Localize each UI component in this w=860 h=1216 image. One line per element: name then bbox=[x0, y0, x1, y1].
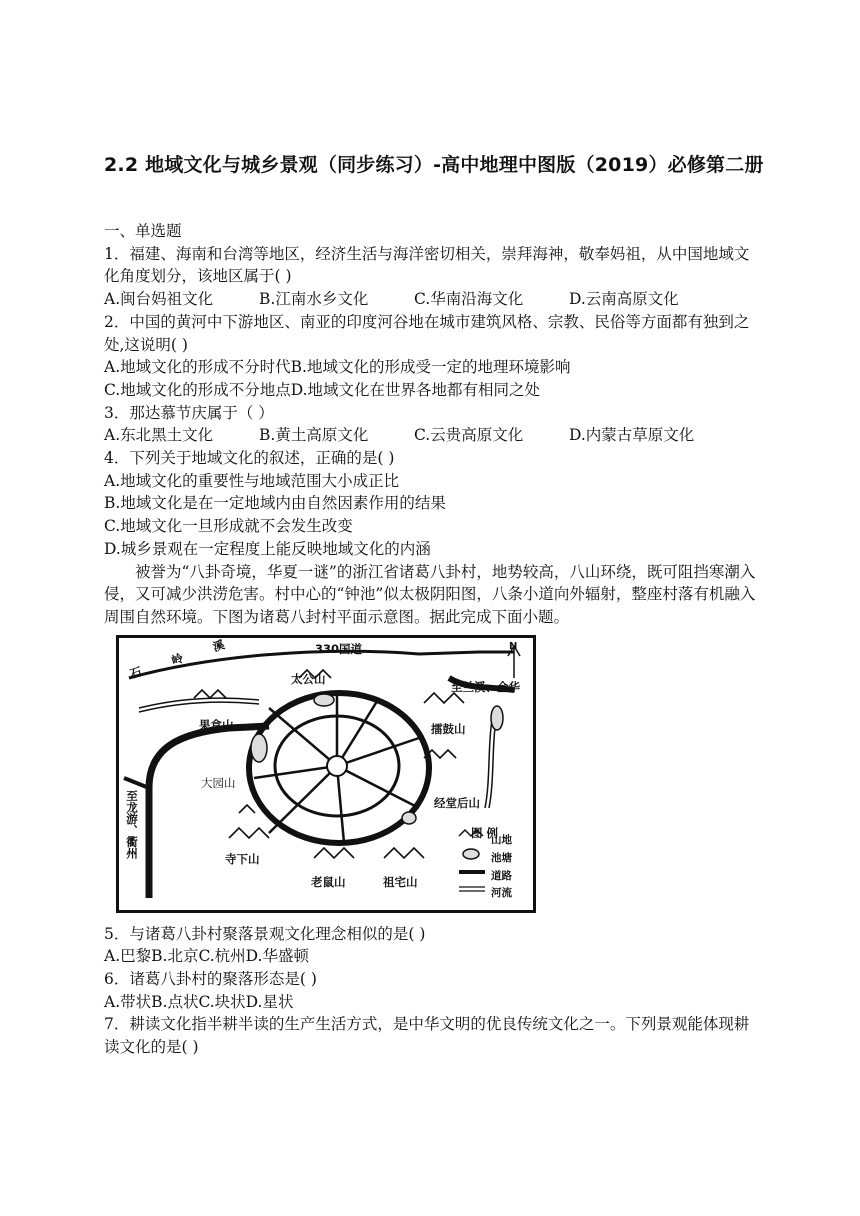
option: A.东北黑土文化 bbox=[104, 426, 214, 445]
mountain-label: 经堂后山 bbox=[434, 795, 480, 810]
mountain-label: 果盒山 bbox=[199, 717, 234, 732]
legend-item: 道路 bbox=[491, 869, 512, 882]
option-row bbox=[104, 424, 759, 447]
legend-item: 河流 bbox=[491, 886, 512, 899]
option: A.巴黎B.北京C.杭州D.华盛顿 bbox=[104, 947, 309, 966]
creek-label: 石 岭 溪 bbox=[128, 632, 240, 681]
pond bbox=[251, 734, 267, 762]
option: D.城乡景观在一定程度上能反映地域文化的内涵 bbox=[104, 539, 431, 558]
mountain-label: 太公山 bbox=[291, 671, 326, 686]
mountain-label: 老鼠山 bbox=[311, 874, 346, 889]
question-stem: 1．福建、海南和台湾等地区，经济生活与海洋密切相关，崇拜海神，敬奉妈祖，从中国地域文化角度划分，该地区属于( ) bbox=[104, 244, 750, 286]
direction-label-west: 至龙游、衢州 bbox=[125, 789, 139, 859]
option: A.地域文化的重要性与地域范围大小成正比 bbox=[104, 471, 400, 490]
option: A.带状B.点状C.块状D.星状 bbox=[104, 992, 294, 1011]
option: C.华南沿海文化 bbox=[414, 290, 524, 309]
pond bbox=[402, 812, 416, 824]
pond bbox=[314, 694, 334, 706]
question-stem: 4．下列关于地域文化的叙述，正确的是( ) bbox=[104, 449, 395, 468]
village-map bbox=[116, 632, 536, 913]
option: B.江南水乡文化 bbox=[259, 290, 369, 309]
option: C.地域文化一旦形成就不会发生改变 bbox=[104, 517, 353, 536]
road-west bbox=[124, 778, 149, 788]
legend-item: 池塘 bbox=[491, 851, 512, 864]
mountain-label: 寺下山 bbox=[225, 851, 260, 866]
question-stem: 2．中国的黄河中下游地区、南亚的印度河谷地在城市建筑风格、宗教、民俗等方面都有独到之处,这说明( ) bbox=[104, 312, 750, 354]
option-row bbox=[104, 288, 759, 311]
north-label: N bbox=[509, 640, 518, 652]
zhongchi-pond bbox=[327, 756, 347, 776]
legend-title: 图 例 bbox=[471, 825, 499, 840]
option: C.云贵高原文化 bbox=[414, 426, 524, 445]
option: D.内蒙古草原文化 bbox=[569, 426, 695, 445]
mountain-label: 擂鼓山 bbox=[431, 721, 466, 736]
question-stem: 7．耕读文化指半耕半读的生产生活方式，是中华文明的优良传统文化之一。下列景观能体现耕读文化的是( ) bbox=[104, 1015, 750, 1057]
mountain-label: 祖宅山 bbox=[383, 874, 418, 889]
pond bbox=[491, 706, 503, 730]
reading-passage: 被誉为“八卦奇境，华夏一谜”的浙江省诸葛八卦村，地势较高，八山环绕，既可阻挡寒潮入侵，又可减少洪涝危害。村中心的“钟池”似太极阴阳图，八条小道向外辐射，整座村落有机融入周围自然环境。下图为诸葛八封村平面示意图。据此完成下面小题。 bbox=[104, 562, 756, 626]
option: D.云南高原文化 bbox=[569, 290, 679, 309]
section-heading: 一、单选题 bbox=[104, 222, 182, 240]
option: A.地域文化的形成不分时代B.地域文化的形成受一定的地理环境影响 bbox=[104, 358, 571, 377]
direction-label-east: 至兰溪、金华 bbox=[451, 679, 520, 694]
question-stem: 3．那达慕节庆属于（ ） bbox=[104, 403, 274, 422]
legend-item: 山地 bbox=[491, 833, 512, 846]
document-body bbox=[104, 220, 759, 1059]
question-stem: 5．与诸葛八卦村聚落景观文化理念相似的是( ) bbox=[104, 924, 426, 943]
option: A.闽台妈祖文化 bbox=[104, 290, 214, 309]
question-stem: 6．诸葛八卦村的聚落形态是( ) bbox=[104, 970, 317, 989]
highway-label: 330国道 bbox=[315, 641, 363, 656]
option: B.黄土高原文化 bbox=[259, 426, 369, 445]
document-title: 2.2 地域文化与城乡景观（同步练习）-高中地理中图版（2019）必修第二册 bbox=[104, 154, 764, 176]
option: B.地域文化是在一定地域内由自然因素作用的结果 bbox=[104, 494, 446, 513]
option: C.地域文化的形成不分地点D.地域文化在世界各地都有相同之处 bbox=[104, 380, 541, 399]
mountain-label: 大园山 bbox=[201, 775, 236, 790]
